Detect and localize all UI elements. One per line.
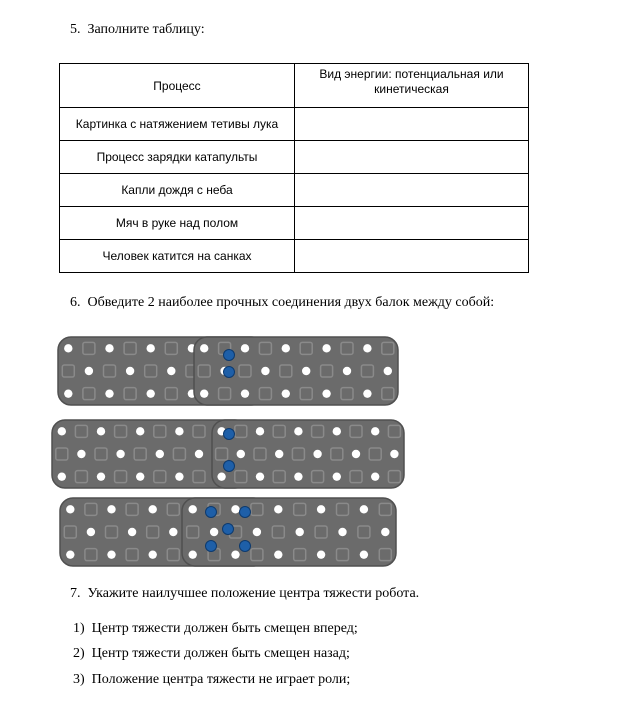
beam-hole	[352, 450, 360, 458]
beam-hole	[64, 389, 72, 397]
beam-hole	[294, 472, 302, 480]
process-cell: Мяч в руке над полом	[60, 207, 295, 240]
beam-hole	[147, 389, 155, 397]
beam-hole	[107, 505, 115, 513]
beam-hole	[175, 472, 183, 480]
beam-hole	[105, 344, 113, 352]
beam-hole	[167, 367, 175, 375]
beam-hole	[333, 472, 341, 480]
beam-hole	[241, 389, 249, 397]
beam-hole	[231, 505, 239, 513]
beam-hole	[237, 450, 245, 458]
option-text: Положение центра тяжести не играет роли;	[91, 672, 351, 687]
beam-hole	[77, 450, 85, 458]
beam-hole	[317, 505, 325, 513]
beam-hole	[175, 427, 183, 435]
beam-hole	[275, 450, 283, 458]
beam-hole	[294, 427, 302, 435]
process-cell: Процесс зарядки катапульты	[60, 141, 295, 174]
connector-pin	[224, 461, 235, 472]
beam-hole	[384, 367, 392, 375]
beam-hole	[107, 550, 115, 558]
answer-option-2[interactable]	[73, 646, 350, 662]
beam-hole	[343, 367, 351, 375]
beam-hole	[322, 389, 330, 397]
option-text: Центр тяжести должен быть смещен назад;	[91, 646, 350, 661]
beam-hole	[261, 367, 269, 375]
beam-hole	[64, 344, 72, 352]
connector-pin	[224, 350, 235, 361]
beam-hole	[322, 344, 330, 352]
connector-pin	[240, 541, 251, 552]
beam-hole	[363, 389, 371, 397]
beam-hole	[231, 550, 239, 558]
question-7-number: 7.	[70, 586, 81, 601]
beam-hole	[381, 528, 389, 536]
beam-hole	[136, 472, 144, 480]
beam-hole	[200, 344, 208, 352]
beam-hole	[126, 367, 134, 375]
beam-hole	[241, 344, 249, 352]
beam-hole	[58, 427, 66, 435]
option-number: 3)	[73, 672, 85, 687]
beam-hole	[136, 427, 144, 435]
beam-hole	[210, 528, 218, 536]
beam-hole	[390, 450, 398, 458]
beam-hole	[217, 472, 225, 480]
connector-pin	[206, 507, 217, 518]
process-cell: Капли дождя с неба	[60, 174, 295, 207]
beam-hole	[58, 472, 66, 480]
beam-hole	[116, 450, 124, 458]
beam-hole	[189, 505, 197, 513]
beam-hole	[66, 550, 74, 558]
answer-option-3[interactable]	[73, 672, 350, 688]
header-process: Процесс	[60, 64, 295, 108]
option-number: 1)	[73, 621, 85, 636]
process-cell: Человек катится на санках	[60, 240, 295, 273]
option-number: 2)	[73, 646, 85, 661]
beam-hole	[128, 528, 136, 536]
answer-option-1[interactable]	[73, 621, 358, 637]
beam-hole	[149, 505, 157, 513]
beam-hole	[253, 528, 261, 536]
beam-hole	[256, 472, 264, 480]
beam-hole	[371, 427, 379, 435]
question-7-text: Укажите наилучшее положение центра тяжести робота.	[87, 586, 420, 601]
question-7	[70, 586, 419, 602]
beam-hole	[360, 550, 368, 558]
header-energy-type: Вид энергии: потенциальная или кинетическая	[295, 64, 529, 108]
beam-hole	[156, 450, 164, 458]
beam-hole	[317, 550, 325, 558]
beam-hole	[313, 450, 321, 458]
beam-hole	[147, 344, 155, 352]
beam-hole	[338, 528, 346, 536]
process-cell: Картинка с натяжением тетивы лука	[60, 108, 295, 141]
connector-pin	[224, 429, 235, 440]
question-6-number: 6.	[70, 295, 81, 310]
beam-hole	[302, 367, 310, 375]
beam-hole	[200, 389, 208, 397]
beam-hole	[97, 427, 105, 435]
beam-hole	[256, 427, 264, 435]
question-5-number: 5.	[70, 22, 81, 37]
beam-hole	[282, 389, 290, 397]
beam-hole	[333, 427, 341, 435]
beam-hole	[149, 550, 157, 558]
connector-pin	[223, 524, 234, 535]
beam-hole	[87, 528, 95, 536]
beam-hole	[85, 367, 93, 375]
question-5-text: Заполните таблицу:	[87, 22, 205, 37]
option-text: Центр тяжести должен быть смещен вперед;	[91, 621, 358, 636]
beam-hole	[274, 505, 282, 513]
beam-hole	[363, 344, 371, 352]
beam-hole	[360, 505, 368, 513]
beam-hole	[189, 550, 197, 558]
beam-hole	[296, 528, 304, 536]
beam-hole	[169, 528, 177, 536]
beam-hole	[371, 472, 379, 480]
beam-hole	[105, 389, 113, 397]
beam-hole	[282, 344, 290, 352]
beam-hole	[195, 450, 203, 458]
beam-hole	[97, 472, 105, 480]
question-6-text: Обведите 2 наиболее прочных соединения двух балок между собой:	[87, 295, 495, 310]
connector-pin	[224, 367, 235, 378]
beam-hole	[66, 505, 74, 513]
connector-pin	[240, 507, 251, 518]
connector-pin	[206, 541, 217, 552]
beam-hole	[274, 550, 282, 558]
